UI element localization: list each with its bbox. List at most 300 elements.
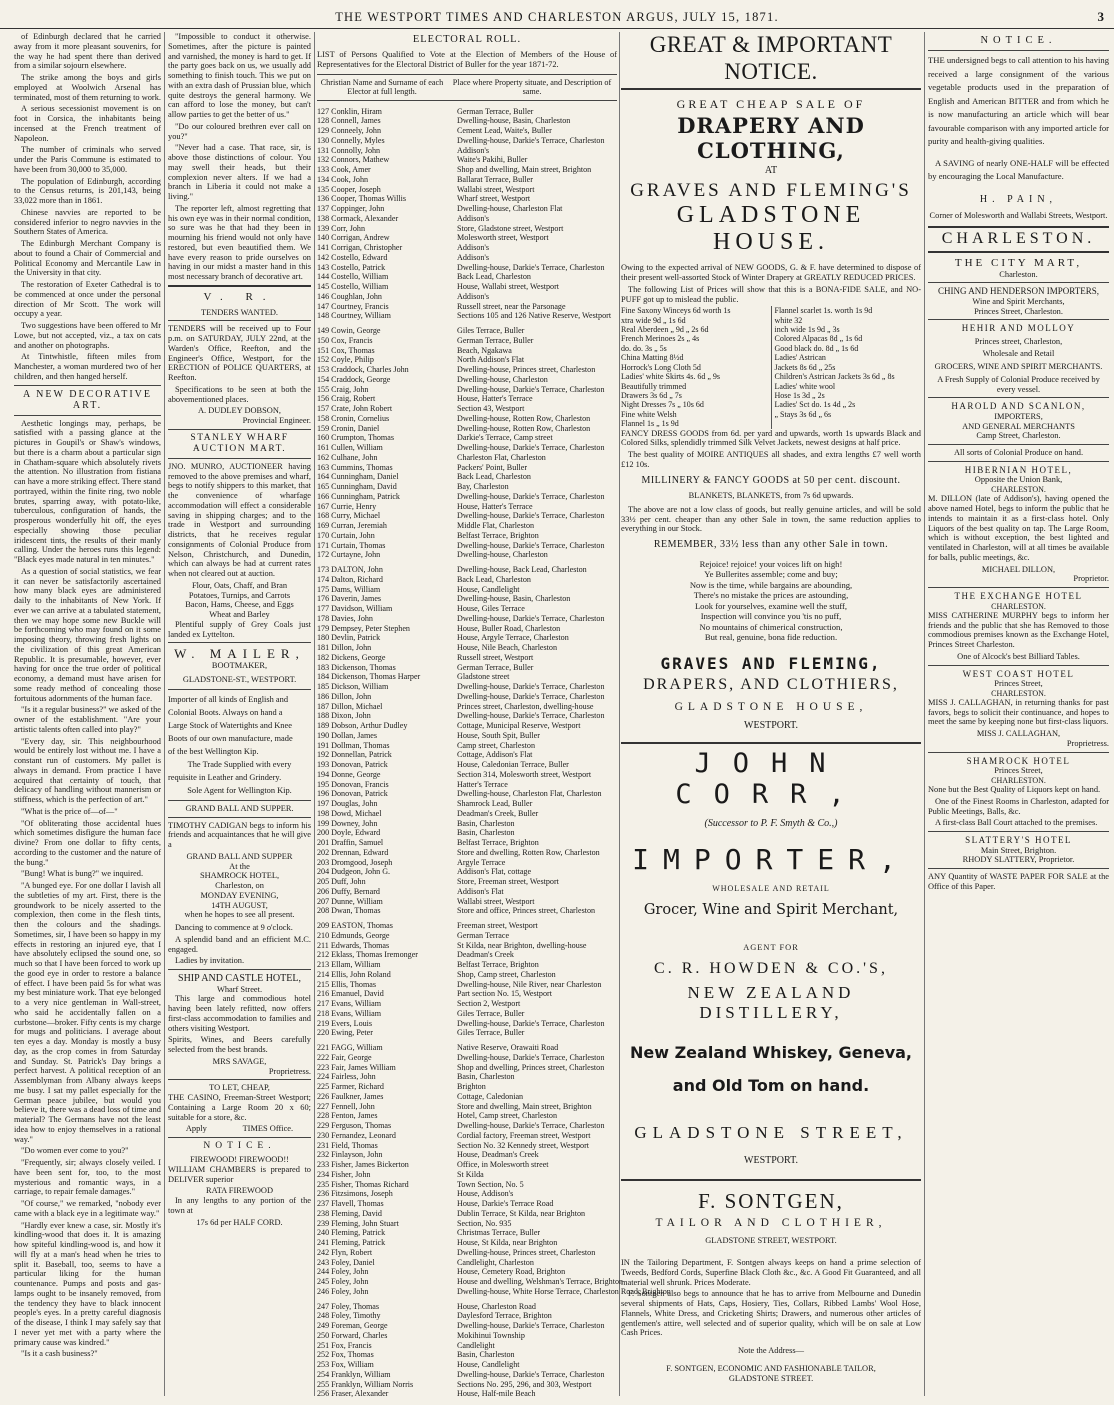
elector-property: Hatter's Terrace: [457, 779, 508, 789]
elector-property: Section 2, Westport: [457, 999, 521, 1009]
tenders-heading: TENDERS WANTED.: [200, 307, 279, 317]
elector-name: 219 Evers, Louis: [317, 1018, 373, 1028]
elector-name: 252 Fox, Thomas: [317, 1350, 374, 1360]
elector-property: Dwelling-house, Charleston: [457, 374, 548, 384]
elector-name: 129 Conneely, John: [317, 126, 381, 136]
masthead: [0, 8, 1114, 29]
ship-sub: Wharf Street.: [216, 984, 263, 994]
elector-property: Belfast Terrace, Brighton: [457, 960, 539, 970]
elector-property: Belfast Terrace, Brighton: [457, 530, 539, 540]
elector-row: [317, 575, 617, 585]
elector-property: Giles Terrace, Buller: [457, 1028, 525, 1038]
tenders-role: Provincial Engineer.: [242, 416, 311, 425]
elector-property: German Terrace, Buller: [457, 106, 534, 116]
sontgen-address: GLADSTONE STREET, WESTPORT.: [705, 1236, 837, 1246]
elector-row: [317, 550, 617, 560]
mailer-sub: BOOTMAKER,: [211, 661, 268, 671]
graves-fleming-sig: GRAVES AND FLEMING,: [660, 653, 882, 673]
elector-row: [317, 243, 617, 253]
elector-property: Wallabi street, Westport: [457, 184, 535, 194]
article-paragraph: "Every day, sir. This neighbourhood would be entirely lost without me. I have a constant run of customers. My pallet is always in demand. From practice I have acquired that certainty of touch, that delicacy of handling without mannerism or stiffness, which is the perfection of art.": [14, 736, 161, 805]
notice-heading: NOTICE.: [980, 35, 1057, 46]
elector-property: Mokihinui Township: [457, 1330, 525, 1340]
elector-property: Dwelling-house, Darkie's Terrace, Charleston: [457, 491, 605, 501]
elector-property: Dwelling-house, Darkie's Terrace, Charleston: [457, 1018, 605, 1028]
elector-property: Shamrock Lead, Buller: [457, 799, 533, 809]
article-paragraph: "Is it a regular business?" we asked of the owner of the establishment. "Are your artistic talents often called into play?": [14, 705, 161, 734]
price-line: Real Aberdeen „ 9d „ 2s 6d: [621, 325, 709, 335]
elector-row: [317, 1238, 617, 1248]
sontgen-heading: F. SONTGEN,: [698, 1188, 844, 1213]
elector-name: 209 EASTON, Thomas: [317, 921, 393, 931]
gladstone-house-sig: GLADSTONE HOUSE,: [674, 700, 868, 713]
elector-row: [317, 1341, 617, 1351]
elector-name: 236 Fitzsimons, Joseph: [317, 1189, 393, 1199]
elector-property: Candlelight: [457, 1340, 495, 1350]
elector-row: [317, 1043, 617, 1053]
elector-property: Section No. 32 Kennedy street, Westport: [457, 1140, 590, 1150]
elector-name: 164 Cunningham, Daniel: [317, 472, 399, 482]
column-rule: [924, 32, 925, 1396]
elector-property: House, Buller Road, Charleston: [457, 623, 561, 633]
notice-heading: NOTICE.: [203, 1141, 276, 1152]
elector-name: 136 Cooper, Thomas Willis: [317, 194, 406, 204]
elector-name: 194 Donne, George: [317, 769, 381, 779]
elector-property: Wallabi street, Westport: [457, 896, 535, 906]
article-paragraph: "Of obliterating those accidental hues which sometimes disfigure the human face divine? From one dollar to fifty cents, according to the customer and the nature of the bung.": [14, 818, 161, 867]
elector-name: 176 Daverin, James: [317, 594, 382, 604]
price-line: Fine white Welsh: [621, 409, 677, 419]
elector-property: German Terrace: [457, 930, 510, 940]
elector-name: 134 Cook, John: [317, 174, 369, 184]
elector-property: Gladstone street: [457, 672, 510, 682]
elector-row: [317, 663, 617, 673]
elector-property: Addison's: [457, 291, 490, 301]
elector-name: 227 Fennell, John: [317, 1101, 375, 1111]
news-item: The number of criminals who served under the Paris Commune is estimated to have been from 30,000 to 35,000.: [14, 145, 161, 174]
elector-property: House, Candlelight: [457, 584, 520, 594]
mailer-heading: W. MAILER,: [174, 646, 305, 662]
elector-row: [317, 960, 617, 970]
news-item: Chinese navvies are reported to be considered inferior to negro navvies in the Southern States of America.: [14, 207, 161, 237]
elector-property: Part section No. 15, Westport: [457, 989, 552, 999]
elector-row: [317, 999, 617, 1009]
elector-row: [317, 1228, 617, 1238]
blankets-text: BLANKETS, BLANKETS, from 7s 6d upwards.: [688, 491, 854, 501]
alcock-line: One of Alcock's best Billiard Tables.: [957, 651, 1080, 661]
ball-line: 14TH AUGUST,: [211, 900, 268, 910]
royal-cipher: V. R.: [203, 290, 276, 303]
elector-row: [317, 877, 617, 887]
column-graves-fleming-and-corr: [621, 32, 921, 1402]
column-rule: [619, 32, 620, 1396]
elector-property: Dwelling-house, Basin, Charleston: [457, 594, 571, 604]
elector-property: Dwelling-house, Darkie's Terrace, Charleston: [457, 1321, 605, 1331]
elector-row: [317, 1380, 617, 1390]
elector-name: 186 Dillon, John: [317, 691, 372, 701]
elector-row: [317, 828, 617, 838]
column-header-place: Place where Property situate, and Description of same.: [452, 77, 612, 97]
elector-name: 251 Fox, Francis: [317, 1340, 372, 1350]
elector-row: [317, 375, 617, 385]
stanley-heading: STANLEY WHARF AUCTION MART.: [190, 432, 289, 454]
elector-row: [317, 404, 617, 414]
elector-row: [317, 1053, 617, 1063]
elector-row: [317, 385, 617, 395]
elector-property: House, Half-mile Beach: [457, 1389, 536, 1399]
elector-name: 241 Fleming, Patrick: [317, 1238, 386, 1248]
elector-row: [317, 1331, 617, 1341]
great-notice-heading: GREAT & IMPORTANT NOTICE.: [649, 32, 893, 84]
ship-signature: MRS SAVAGE,: [212, 1056, 267, 1066]
elector-row: [317, 355, 617, 365]
john-corr-heading: JOHN CORR,: [675, 747, 867, 811]
shamrock-text-2: One of the Finest Rooms in Charleston, adapted for Public Meetings, Balls, &c.: [928, 796, 1109, 816]
ship-text: This large and commodious hotel having been lately refitted, now offers first-class accommodation to families and others visiting Westport.: [168, 994, 311, 1033]
elector-property: Shop, Camp street, Charleston: [457, 969, 556, 979]
elector-property: Back Lead, Charleston: [457, 574, 531, 584]
elector-row: [317, 453, 617, 463]
elector-name: 228 Fenton, James: [317, 1111, 378, 1121]
elector-row: [317, 594, 617, 604]
elector-row: [317, 541, 617, 551]
elector-name: 163 Cummins, Thomas: [317, 462, 393, 472]
elector-name: 200 Doyle, Edward: [317, 828, 381, 838]
elector-row: [317, 302, 617, 312]
elector-row: [317, 970, 617, 980]
elector-name: 207 Dunne, William: [317, 896, 383, 906]
grocers-line: GROCERS, WINE AND SPIRIT MERCHANTS.: [934, 362, 1103, 372]
elector-name: 152 Coyle, Philip: [317, 355, 374, 365]
elector-name: 131 Connolly, John: [317, 145, 381, 155]
west-coast-town: CHARLESTON.: [991, 688, 1046, 698]
elector-name: 234 Fisher, John: [317, 1169, 371, 1179]
sontgen-text: IN the Tailoring Department, F. Sontgen always keeps on hand a prime selection of Tweeds, Bedford Cords, Superfine Black Cloth &c., &c. A Good Fit Guaranteed, and all material well shrunk. Prices Moderate.: [621, 1258, 921, 1287]
elector-name: 254 Franklyn, William: [317, 1369, 391, 1379]
elector-row: [317, 272, 617, 282]
elector-property: House, South Spit, Buller: [457, 730, 540, 740]
elector-row: [317, 950, 617, 960]
city-mart-sub: Charleston.: [999, 269, 1038, 279]
waste-paper-text: ANY Quantity of WASTE PAPER FOR SALE at the Office of this Paper.: [928, 872, 1109, 891]
elector-name: 192 Donnellan, Patrick: [317, 750, 392, 760]
elector-row: [317, 989, 617, 999]
low-class-text: The above are not a low class of goods, but really genuine articles, and will be sold 33½ per cent. cheaper than any other Sale in town, the same reduction applies to everything in our Stock.: [621, 504, 921, 534]
elector-property: Dwelling-house, Darkie's Terrace, Charleston: [457, 511, 605, 521]
elector-name: 174 Dalton, Richard: [317, 574, 383, 584]
elector-name: 153 Craddock, Charles John: [317, 365, 409, 375]
elector-name: 132 Connors, Mathew: [317, 155, 390, 165]
elector-property: Dwelling-house, Darkie's Terrace, Charleston: [457, 540, 605, 550]
westport-sig: WESTPORT.: [744, 720, 798, 732]
article-paragraph: "Never had a case. That race, sir, is above those distinctions of colour. You may swell their heads, but their complexion never alters. If we had a branch in Liberia it could not make a living.": [168, 143, 311, 201]
firewood-text-2: In any lengths to any portion of the town at: [168, 1196, 311, 1215]
news-item: The population of Edinburgh, according to the Census returns, is 201,143, being 33,022 more than in 1861.: [14, 176, 161, 205]
poem-line: Ye Bullerites assemble; come and buy;: [704, 569, 838, 580]
millinery-text: MILLINERY & FANCY GOODS at 50 per cent. discount.: [641, 474, 901, 486]
elector-property: Dwelling-house, Darkie's Terrace, Charleston: [457, 135, 605, 145]
all-sorts-line: All sorts of Colonial Produce on hand.: [953, 448, 1084, 458]
slattery-heading: SLATTERY'S HOTEL: [965, 835, 1072, 846]
elector-property: Town Section, No. 5: [457, 1179, 524, 1189]
elector-row: [317, 931, 617, 941]
poem-line: But real, genuine, bona fide reduction.: [704, 632, 838, 643]
elector-name: 169 Curran, Jeremiah: [317, 521, 387, 531]
elector-property: Princes street, Charleston, dwelling-house: [457, 701, 594, 711]
elector-name: 184 Dickenson, Thomas Harper: [317, 672, 421, 682]
let-apply: Apply: [185, 1124, 207, 1134]
elector-name: 138 Cormack, Alexander: [317, 213, 399, 223]
elector-property: Dwelling-house, Darkie's Terrace, Charleston: [457, 1369, 605, 1379]
stanley-goods: Flour, Oats, Chaff, and Bran Potatoes, Turnips, and Carrots Bacon, Hams, Cheese, and Eggs Wheat and Barley: [185, 580, 294, 620]
gladstone-street-heading: GLADSTONE STREET,: [634, 1123, 908, 1143]
elector-name: 181 Dillon, John: [317, 643, 372, 653]
elector-name: 211 Edwards, Thomas: [317, 940, 390, 950]
page-number: 3: [1097, 9, 1104, 24]
fresh-supply: A Fresh Supply of Colonial Produce received by every vessel.: [937, 374, 1100, 394]
moire-text: The best quality of MOIRE ANTIQUES all shades, and extra lengths £7 well worth £12 10s.: [621, 450, 921, 469]
elector-property: Hotel, Camp street, Charleston: [457, 1111, 558, 1121]
elector-row: [317, 107, 617, 117]
elector-row: [317, 1302, 617, 1312]
let-text: THE CASINO, Freeman-Street Westport; Containing a Large Room 20 x 60; suitable for a store, &c.: [168, 1093, 311, 1122]
column-rule: [164, 32, 165, 1396]
elector-row: [317, 906, 617, 916]
hibernian-role: Proprietor.: [1073, 574, 1109, 584]
elector-name: 146 Coughlan, John: [317, 291, 382, 301]
elector-name: 150 Cox, Francis: [317, 335, 373, 345]
pain-address: Corner of Molesworth and Wallabi Streets, Westport.: [929, 211, 1108, 221]
column-advertisements-1: [168, 32, 311, 1392]
elector-name: 218 Evans, William: [317, 1008, 382, 1018]
mailer-line: Boots of our own manufacture, made: [168, 733, 293, 743]
price-line: Flannel scarlet 1s. worth 1s 9d: [774, 306, 873, 316]
elector-property: Cottage, Addison's Flat: [457, 750, 533, 760]
poem: [621, 559, 921, 643]
elector-name: 175 Dams, William: [317, 584, 381, 594]
elector-row: [317, 672, 617, 682]
elector-property: Daylesford Terrace, Brighton: [457, 1311, 552, 1321]
elector-property: Dwelling-house, Darkie's Terrace, Charleston: [457, 1121, 605, 1131]
elector-name: 232 Finlayson, John: [317, 1150, 383, 1160]
poem-line: No mountains of chimerical construction,: [699, 621, 843, 632]
elector-property: Dwelling-house, Princes street, Charleston: [457, 365, 596, 375]
elector-property: St Kilda, near Brighton, dwelling-house: [457, 940, 587, 950]
elector-row: [317, 521, 617, 531]
mailer-line: Sole Agent for Wellington Kip.: [187, 785, 292, 795]
elector-property: Back Lead, Charleston: [457, 272, 531, 282]
price-line: Children's Astrican Jackets 3s 6d „ 8s: [774, 372, 895, 382]
bitter-notice-text: THE undersigned begs to call attention to his having received a large consignment of the various vegetable products used in the preparation of English and American BITTER and from which he is now manufacturing an article which will bear favourable comparison with any imported article for purity and health-giving qualities.: [928, 55, 1109, 147]
poem-line: Look for yourselves, examine well the stuff,: [694, 600, 848, 611]
elector-row: [317, 311, 617, 321]
ball-foot-line: Dancing to commence at 9 o'clock.: [175, 923, 293, 933]
elector-property: House, St Kilda, near Brighton: [457, 1238, 558, 1248]
elector-name: 161 Cullen, William: [317, 443, 383, 453]
elector-property: Store and dwelling, Main street, Brighton: [457, 1101, 592, 1111]
elector-row: [317, 185, 617, 195]
elector-row: [317, 780, 617, 790]
elector-name: 243 Foley, Daniel: [317, 1257, 375, 1267]
article-paragraph: The reporter left, almost regretting that his own eye was in their normal condition, so sure was he that had they been in mourning his friend would not only have restored, but even beautified them. We have every reason to pride ourselves on having in our midst a master hand in this most necessary branch of decorative art.: [168, 203, 311, 281]
elector-row: [317, 1370, 617, 1380]
poem-line: There's no mistake the prices are astounding,: [693, 590, 849, 601]
elector-property: Wharf street, Westport: [457, 194, 531, 204]
elector-property: Charleston Flat, Charleston: [457, 452, 546, 462]
elector-row: [317, 155, 617, 165]
elector-name: 177 Davidson, William: [317, 604, 393, 614]
elector-row: [317, 702, 617, 712]
ball-line: Charleston, on: [215, 881, 264, 891]
price-line: Ladies' white Skirts 4s. 6d „ 9s: [621, 372, 720, 382]
elector-name: 141 Corrigan, Christopher: [317, 243, 403, 253]
elector-name: 201 Draffin, Samuel: [317, 838, 384, 848]
elector-row: [317, 463, 617, 473]
elector-property: Sections 105 and 126 Native Reserve, Westport: [457, 311, 612, 321]
article-paragraph: "Impossible to conduct it otherwise. Sometimes, after the picture is painted and varnished, the money is hard to get. If the party goes back on us, we usually add something to finish touch. This we put on with an extra dash of Prussian blue, which quite destroys the general harmony. We can afford to lose the money, but can't allow parties to get the better of us.": [168, 32, 311, 119]
elector-property: House, Darkie's Terrace Road: [457, 1199, 554, 1209]
elector-property: Packers' Point, Buller: [457, 462, 528, 472]
elector-name: 160 Crumpton, Thomas: [317, 433, 394, 443]
elector-row: [317, 482, 617, 492]
elector-property: St Kilda: [457, 1169, 484, 1179]
mailer-address: GLADSTONE-ST., WESTPORT.: [182, 675, 297, 685]
elector-row: [317, 819, 617, 829]
ching-heading: CHING AND HENDERSON IMPORTERS,: [938, 286, 1099, 297]
elector-row: [317, 692, 617, 702]
drapers-clothiers: DRAPERS, AND CLOTHIERS,: [643, 676, 899, 694]
poem-line: Now is the time, while bargains are abounding,: [689, 579, 853, 590]
elector-name: 212 Eklass, Thomas Iremonger: [317, 950, 419, 960]
elector-row: [317, 760, 617, 770]
hibernian-signature: MICHAEL DILLON,: [981, 564, 1056, 574]
fancy-goods-text: FANCY DRESS GOODS from 6d. per yard and upwards, worth 1s upwards Black and Colored Silks, splendidly trimmed Silk Velvet Jackets, newest designs at half price.: [621, 428, 921, 448]
elector-row: [317, 653, 617, 663]
news-item: Two suggestions have been offered to Mr Lowe, but not accepted, viz., a tax on cats and another on photographs.: [14, 321, 161, 350]
west-coast-signature: MISS J. CALLAGHAN,: [976, 729, 1061, 739]
news-item: A serious secessionist movement is on foot in Corsica, the inhabitants being incensed at the French treatment of Napoleon.: [14, 104, 161, 143]
elector-property: Addison's: [457, 213, 490, 223]
price-line: Hose 1s 3d „ 2s: [774, 390, 825, 400]
column-advertisements-2: [928, 32, 1109, 1402]
elector-name: 172 Curtayne, John: [317, 550, 381, 560]
firewood-price: 17s 6d per HALF CORD.: [196, 1217, 283, 1227]
article-paragraph: "A bunged eye. For one dollar I lavish all the subtleties of my art. First, there is the groundwork to be nicely asserted to the complexion, then come in the flesh tints, then the colours and the shadings. Sometimes, sir, I have been so happy in my effects in restoring an injured eye, that I have absolutely eclipsed the sound one, so much so that I have been forced to work up the good eye in order to restore a balance of effect. I have been paid 5s for what was my best miniature work. That eye belonged to a very nice gentleman in Wall-street, who said he accidentally fallen on a curbstone—broker. Fifty cents is my charge for mugs and politicians. I average about ten eyes a day. Monday is mostly a busy day, as the crop comes in from Saturday and Sunday. St. Patrick's Day brings a perfect harvest. A political reception of an Assemblyman from Albany always keeps me busy. I sat my pallet especially for the German peace jubilee, but would you believe it, there was a dead loss of time and material? The Germans have not the least idea how to enjoy themselves in a rational way.": [14, 881, 161, 1144]
elector-name: 159 Cronin, Daniel: [317, 423, 380, 433]
elector-property: House, Addison's: [457, 1189, 514, 1199]
exchange-text: MISS CATHERINE MURPHY begs to inform her friends and the public that she has Removed to those commodious premises known as the Exchange Hotel, Princes Street Charleston.: [928, 610, 1109, 650]
column-news-items: [14, 32, 161, 1392]
elector-row: [317, 1350, 617, 1360]
elector-row: [317, 346, 617, 356]
exchange-heading: THE EXCHANGE HOTEL: [954, 591, 1083, 602]
elector-row: [317, 604, 617, 614]
elector-property: House, Deadman's Creek: [457, 1150, 539, 1160]
price-list-intro: The following List of Prices will show that this is a BONA-FIDE SALE, and NO-PUFF got up to mislead the public.: [621, 284, 921, 304]
elector-name: 167 Currie, Henry: [317, 501, 377, 511]
elector-row: [317, 585, 617, 595]
elector-property: Addison's: [457, 252, 490, 262]
elector-row: [317, 1219, 617, 1229]
price-line: do. do. 3s „ 5s: [621, 343, 667, 353]
elector-name: 213 Ellam, William: [317, 960, 381, 970]
elector-row: [317, 809, 617, 819]
elector-row: [317, 1180, 617, 1190]
elector-name: 148 Courtney, William: [317, 311, 391, 321]
elector-name: 156 Craig, Robert: [317, 394, 376, 404]
ball-line: GRAND BALL AND SUPPER: [186, 851, 293, 861]
remember-text: REMEMBER, 33½ less than any other Sale in town.: [653, 539, 889, 551]
elector-row: [317, 282, 617, 292]
tenders-text: TENDERS will be received up to Four p.m. on SATURDAY, JULY 22nd, at the Warden's Office, Reefton, and the Engineer's Office, Westport, for the ERECTION of POLICE QUARTERS, at Reefton.: [168, 324, 311, 382]
elector-row: [317, 633, 617, 643]
elector-property: Dwelling-house, Darkie's Terrace, Charleston: [457, 443, 605, 453]
elector-row: [317, 146, 617, 156]
agent-for: AGENT FOR: [743, 942, 799, 952]
elector-property: Sections No. 295, 296, and 303, Westport: [457, 1379, 592, 1389]
elector-property: Shop and dwelling, Main street, Brighton: [457, 165, 592, 175]
old-tom-line: and Old Tom on hand.: [672, 1075, 870, 1095]
elector-row: [317, 136, 617, 146]
price-line: xtra wide 9d „ 1s 6d: [621, 315, 686, 325]
elector-name: 189 Dobson, Arthur Dudley: [317, 721, 408, 731]
elector-name: 195 Donovan, Francis: [317, 779, 389, 789]
elector-property: North Addison's Flat: [457, 355, 525, 365]
elector-row: [317, 1092, 617, 1102]
elector-name: 231 Field, Thomas: [317, 1140, 378, 1150]
tailor-clothier: TAILOR AND CLOTHIER,: [655, 1217, 887, 1229]
elector-property: Native Reserve, Orawaiti Road: [457, 1043, 559, 1053]
elector-name: 180 Devlin, Patrick: [317, 633, 381, 643]
elector-property: House, Cemetery Road, Brighton: [457, 1267, 566, 1277]
elector-property: German Terrace, Buller: [457, 662, 534, 672]
mailer-line: Large Stock of Watertights and Knee: [168, 720, 292, 730]
ball-heading: GRAND BALL AND SUPPER.: [185, 803, 294, 813]
elector-row: [317, 838, 617, 848]
city-mart-heading: THE CITY MART,: [954, 256, 1083, 269]
elector-name: 240 Fleming, Patrick: [317, 1228, 386, 1238]
elector-name: 151 Cox, Thomas: [317, 345, 375, 355]
distillery-heading: NEW ZEALAND DISTILLERY,: [687, 982, 855, 1022]
elector-row: [317, 921, 617, 931]
elector-property: House, Giles Terrace: [457, 604, 525, 614]
elector-name: 144 Costello, William: [317, 272, 389, 282]
west-coast-role: Proprietress.: [1066, 738, 1109, 748]
elector-row: [317, 1009, 617, 1019]
elector-row: [317, 1209, 617, 1219]
sontgen-text-2: F. Sontgen also begs to announce that he has to arrive from Melbourne and Dunedin several shipments of Hats, Caps, Hosiery, Ties, Collars, Ribbed Lambs' Wool Hose, Flannels, White Dress, and Cricketing Shirts; Drawers, and numerous other articles of gentlemen's attire, well selected and of superior quality, which will be on sale at Low Cash Prices.: [621, 1289, 921, 1338]
news-item: The Edinburgh Merchant Company is about to found a Chair of Commercial and Political Economy and Mercantile Law in the University in that city.: [14, 239, 161, 278]
elector-row: [317, 799, 617, 809]
elector-row: [317, 624, 617, 634]
elector-property: Darkie's Terrace, Camp street: [457, 433, 553, 443]
elector-name: 256 Fraser, Alexander: [317, 1389, 389, 1399]
price-line: „ Stays 3s 6d „ 6s: [774, 409, 832, 419]
elector-row: [317, 126, 617, 136]
elector-row: [317, 253, 617, 263]
gladstone-house-heading: GLADSTONE HOUSE.: [676, 201, 866, 256]
elector-name: 165 Cunningham, David: [317, 482, 397, 492]
elector-property: Cordial factory, Freeman street, Westport: [457, 1130, 591, 1140]
elector-property: Deadman's Creek, Buller: [457, 808, 539, 818]
west-coast-text: MISS J. CALLAGHAN, in returning thanks for past favors, begs to solicit their continuance, and hopes to meet the same by keeping none but first-class liquors.: [928, 697, 1109, 727]
grocer-line: Grocer, Wine and Spirit Merchant,: [643, 901, 899, 918]
elector-property: Basin, Charleston: [457, 1350, 515, 1360]
elector-row: [317, 750, 617, 760]
elector-property: Dwelling-house, Charleston Flat: [457, 204, 563, 214]
elector-row: [317, 1072, 617, 1082]
stanley-text: JNO. MUNRO, AUCTIONEER having removed to the above premises and wharf, begs to notify shippers to this market, that the convenience of wharfage accommodation will effect a considerable saving in shipping charges; and to the trade in Westport and surrounding districts, that he receives regular consignments of Colonial Produce from Nelson, Christchurch, and Dunedin, which can always be had at current rates when not cleared out at auction.: [168, 461, 311, 579]
